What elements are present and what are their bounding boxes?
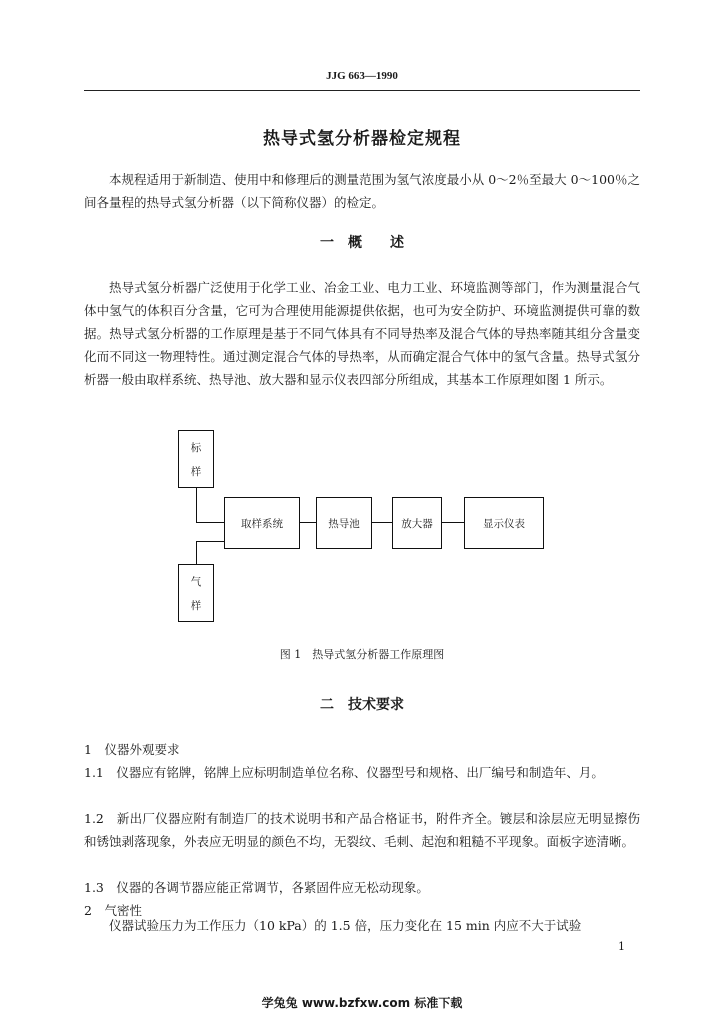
block-label: 显示仪表 bbox=[483, 517, 525, 530]
standard-code: JJG 663—1990 bbox=[326, 70, 398, 82]
connector-line bbox=[442, 522, 464, 523]
block-display-instrument bbox=[464, 497, 544, 549]
block-label: 放大器 bbox=[401, 517, 433, 530]
block-sampling-system bbox=[224, 497, 300, 549]
figure1-caption: 图 1 热导式氢分析器工作原理图 bbox=[279, 648, 445, 661]
section1-heading: 一 概 述 bbox=[320, 235, 404, 251]
item-1-3: 1.3 仪器的各调节器应能正常调节，各紧固件应无松动现象。 bbox=[84, 880, 429, 895]
block-thermal-cell bbox=[316, 497, 372, 549]
block-label: 取样系统 bbox=[241, 517, 283, 530]
sample-gas-char-2: 样 bbox=[190, 599, 202, 612]
intro-paragraph: 本规程适用于新制造、使用中和修理后的测量范围为氢气浓度最小从 0～2％至最大 0～100％之间各量程的热导式氢分析器（以下简称仪器）的检定。 bbox=[84, 172, 640, 210]
connector-line bbox=[196, 522, 224, 523]
page-number: 1 bbox=[618, 940, 625, 953]
item-1: 1 仪器外观要求 bbox=[84, 742, 180, 757]
document-title: 热导式氢分析器检定规程 bbox=[263, 129, 461, 149]
connector-line bbox=[196, 541, 197, 564]
standard-gas-char-2: 样 bbox=[190, 465, 202, 478]
section2-heading: 二 技术要求 bbox=[320, 697, 404, 713]
block-amplifier bbox=[392, 497, 442, 549]
sample-gas-char-1: 气 bbox=[190, 575, 202, 588]
item-1-2: 1.2 新出厂仪器应附有制造厂的技术说明书和产品合格证书，附件齐全。镀层和涂层应无明显擦伤和锈蚀剥落现象，外表应无明显的颜色不均，无裂纹、毛刺、起泡和粗糙不平现象。面板字迹清晰。 bbox=[84, 811, 640, 849]
connector-line bbox=[196, 541, 224, 542]
item-2-text: 仪器试验压力为工作压力（10 kPa）的 1.5 倍，压力变化在 15 min 内应不大于试验 bbox=[109, 918, 582, 933]
block-label: 热导池 bbox=[328, 517, 360, 530]
standard-gas-box bbox=[178, 430, 214, 488]
sample-gas-box bbox=[178, 564, 214, 622]
standard-gas-char-1: 标 bbox=[190, 441, 202, 454]
item-2: 2 气密性 bbox=[84, 903, 142, 918]
item-1-1: 1.1 仪器应有铭牌，铭牌上应标明制造单位名称、仪器型号和规格、出厂编号和制造年、月。 bbox=[84, 765, 604, 780]
section1-paragraph: 热导式氢分析器广泛使用于化学工业、冶金工业、电力工业、环境监测等部门，作为测量混合气体中氢气的体积百分含量，它可为合理使用能源提供依据，也可为安全防护、环境监测提供可靠的数据。热导式氢分析器的工作原理是基于不同气体具有不同导热率及混合气体的导热率随其组分含量变化而不同这一物理特性。通过测定混合气体的导热率，从而确定混合气体中的氢气含量。热导式氢分析器一般由取样系统、热导池、放大器和显示仪表四部分所组成，其基本工作原理如图 1 所示。 bbox=[84, 280, 640, 387]
connector-line bbox=[372, 522, 392, 523]
header-rule bbox=[84, 90, 640, 91]
connector-line bbox=[300, 522, 316, 523]
connector-line bbox=[196, 488, 197, 522]
footer-watermark[interactable]: 学兔兔 www.bzfxw.com 标准下载 bbox=[261, 996, 463, 1010]
